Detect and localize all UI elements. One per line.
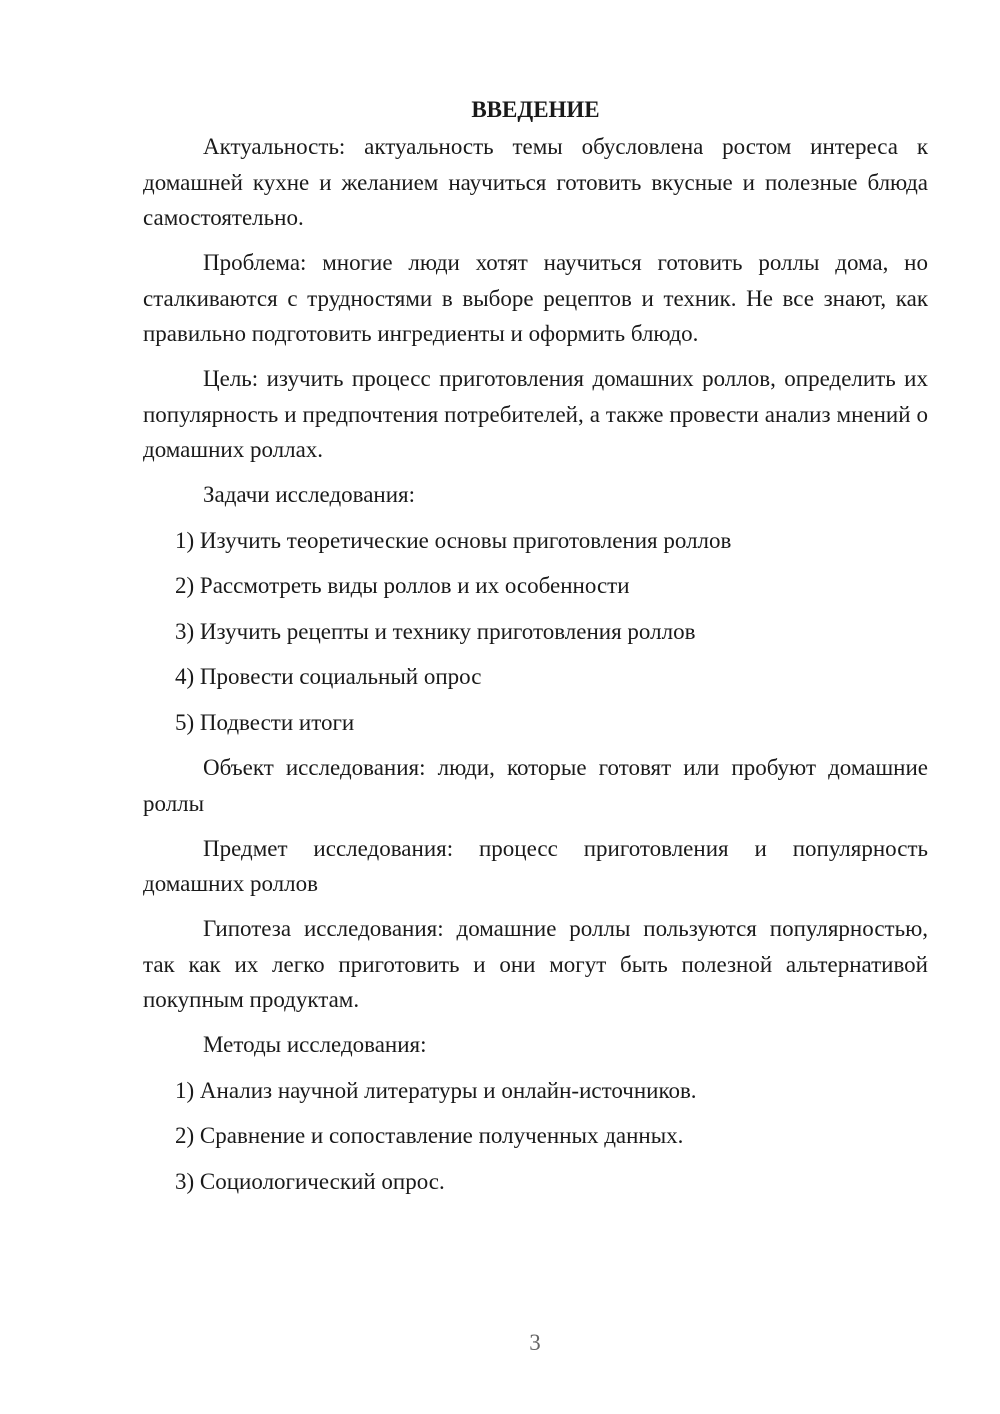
- page-number: 3: [529, 1330, 541, 1355]
- relevance-paragraph: Актуальность: актуальность темы обусловлена ростом интереса к домашней кухне и желанием научиться готовить вкусные и полезные блюда самостоятельно.: [143, 134, 928, 230]
- subject-paragraph: Предмет исследования: процесс приготовления и популярность домашних роллов: [143, 835, 928, 896]
- hypothesis-paragraph: Гипотеза исследования: домашние роллы пользуются популярностью, так как их легко приготовить и они могут быть полезной альтернативой покупным продуктам.: [143, 916, 928, 1012]
- methods-list: [143, 1073, 928, 1200]
- list-item: 1) Анализ научной литературы и онлайн-источников.: [175, 1077, 697, 1103]
- page-title: ВВЕДЕНИЕ: [471, 97, 600, 122]
- page-content: [143, 92, 928, 1209]
- list-item: 1) Изучить теоретические основы приготовления роллов: [175, 527, 732, 553]
- list-item: 4) Провести социальный опрос: [175, 664, 482, 689]
- object-paragraph: Объект исследования: люди, которые готовят или пробуют домашние роллы: [143, 755, 928, 816]
- list-item: 3) Социологический опрос.: [175, 1168, 445, 1194]
- list-item: 3) Изучить рецепты и технику приготовления роллов: [175, 618, 696, 644]
- tasks-heading: Задачи исследования:: [203, 482, 416, 507]
- list-item: 5) Подвести итоги: [175, 709, 355, 735]
- problem-paragraph: Проблема: многие люди хотят научиться готовить роллы дома, но сталкиваются с трудностями в выборе рецептов и техник. Не все знают, как правильно подготовить ингредиенты и оформить блюдо.: [143, 250, 928, 346]
- list-item: 2) Сравнение и сопоставление полученных данных.: [175, 1123, 684, 1148]
- goal-paragraph: Цель: изучить процесс приготовления домашних роллов, определить их популярность и предпочтения потребителей, а также провести анализ мнений о домашних роллах.: [143, 366, 928, 462]
- list-item: 2) Рассмотреть виды роллов и их особенности: [175, 573, 630, 598]
- tasks-list: [143, 523, 928, 741]
- methods-heading: Методы исследования:: [203, 1032, 427, 1057]
